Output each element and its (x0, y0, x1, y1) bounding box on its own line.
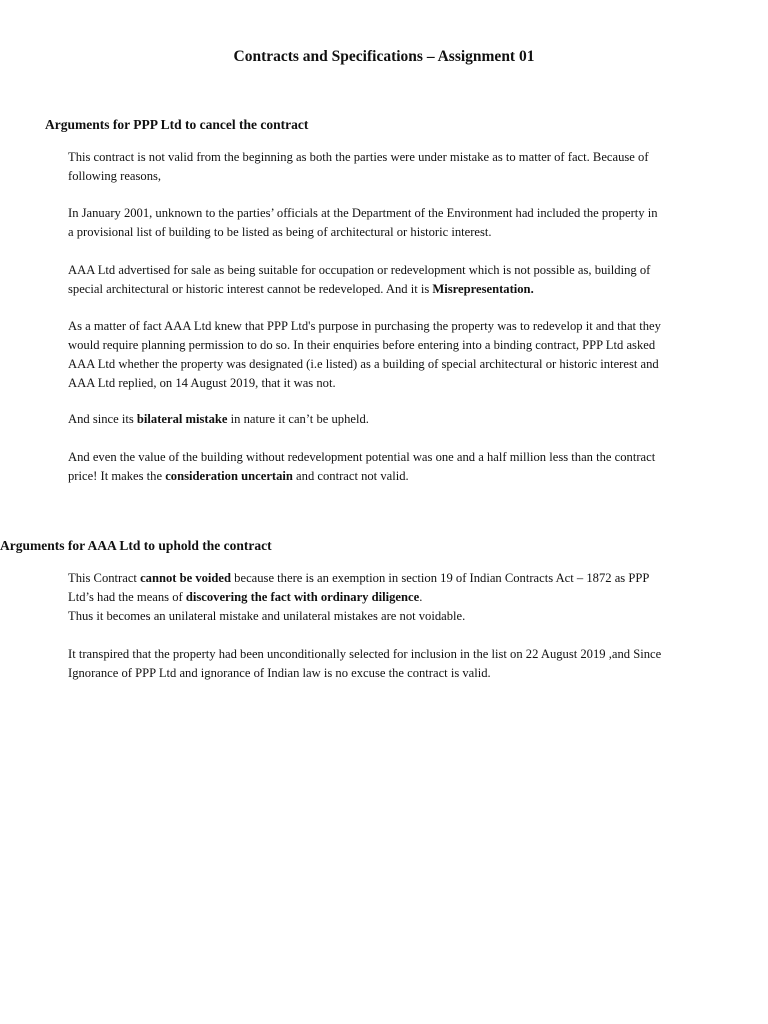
section-heading-cancel: Arguments for PPP Ltd to cancel the contract (45, 117, 309, 132)
text-line: AAA Ltd advertised for sale as being suitable for occupation or redevelopment which is not possible as, building of (68, 263, 651, 277)
text-line: AAA Ltd replied, on 14 August 2019, that it was not. (68, 376, 336, 390)
paragraph-bilateral-mistake (68, 410, 724, 429)
text-line (68, 410, 724, 429)
text-run: special architectural or historic interest cannot be redeveloped. And it is (68, 282, 433, 296)
text-line: It transpired that the property had been unconditionally selected for inclusion in the list on 22 August 2019 ,and Since (68, 647, 662, 661)
text-line (68, 280, 724, 299)
paragraph-january-2001 (68, 204, 724, 242)
text-line: In January 2001, unknown to the parties’ officials at the Department of the Environment had included the property in (68, 206, 658, 220)
paragraph-consideration (68, 448, 724, 486)
text-line (68, 569, 724, 588)
text-run: This Contract (68, 571, 141, 585)
text-line: This contract is not valid from the beginning as both the parties were under mistake as to matter of fact. Because of (68, 150, 649, 164)
paragraph-not-valid (68, 148, 724, 186)
text-line: Thus it becomes an unilateral mistake and unilateral mistakes are not voidable. (68, 609, 466, 623)
paragraph-ignorance-of-law (68, 645, 724, 683)
text-run: price! It makes the (68, 469, 166, 483)
document-title: Contracts and Specifications – Assignment 01 (233, 48, 535, 65)
text-line: would require planning permission to do so. In their enquiries before entering into a binding contract, PPP Ltd asked (68, 338, 656, 352)
bold-term-bilateral-mistake: bilateral mistake (136, 412, 228, 426)
text-line: a provisional list of building to be listed as being of architectural or historic interest. (68, 225, 492, 239)
text-line (68, 467, 724, 486)
text-line: AAA Ltd whether the property was designated (i.e listed) as a building of special architectural or historic interest and (68, 357, 659, 371)
text-run: because there is an exemption in section 19 of Indian Contracts Act – 1872 as PPP (231, 571, 650, 585)
bold-term-misrepresentation: Misrepresentation. (432, 282, 534, 296)
text-line: following reasons, (68, 169, 162, 183)
paragraph-matter-of-fact (68, 317, 724, 393)
bold-term-ordinary-diligence: discovering the fact with ordinary diligence (185, 590, 420, 604)
text-run: in nature it can’t be upheld. (227, 412, 369, 426)
section-heading-uphold: Arguments for AAA Ltd to uphold the contract (0, 538, 272, 553)
text-line (68, 588, 724, 607)
text-run: and contract not valid. (292, 469, 409, 483)
text-run: Ltd’s had the means of (68, 590, 186, 604)
paragraph-cannot-be-voided (68, 569, 724, 626)
paragraph-misrepresentation (68, 261, 724, 299)
text-line: As a matter of fact AAA Ltd knew that PPP Ltd's purpose in purchasing the property was to redevelop it and that they (68, 319, 661, 333)
text-run: And since its (68, 412, 137, 426)
bold-term-consideration-uncertain: consideration uncertain (165, 469, 293, 483)
text-run: . (419, 590, 423, 604)
text-line: And even the value of the building without redevelopment potential was one and a half million less than the contract (68, 450, 656, 464)
text-line: Ignorance of PPP Ltd and ignorance of Indian law is no excuse the contract is valid. (68, 666, 491, 680)
bold-term-cannot-be-voided: cannot be voided (140, 571, 232, 585)
